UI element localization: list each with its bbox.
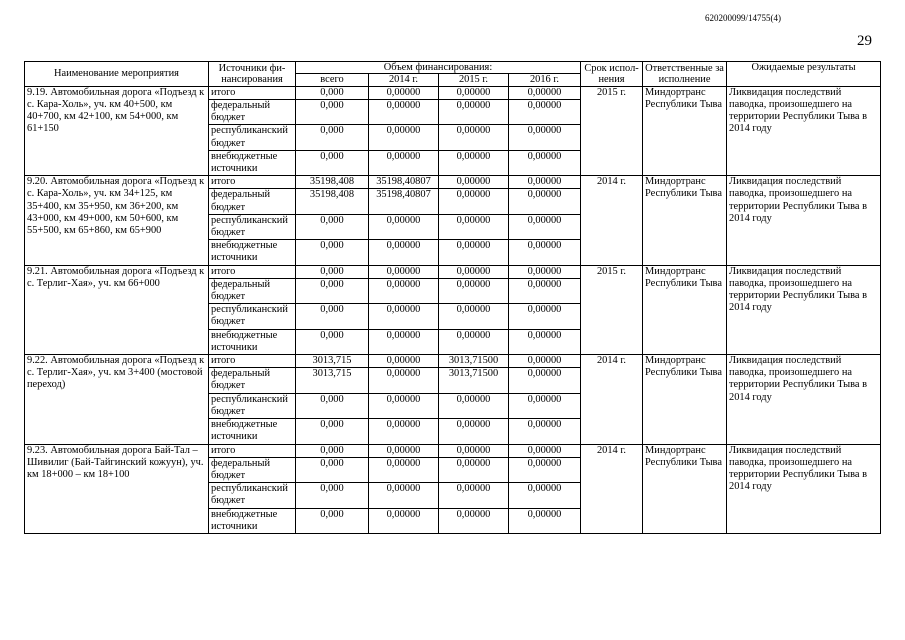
amount-2014: 0,00000 <box>369 419 439 444</box>
amount-2015: 0,00000 <box>439 100 509 125</box>
amount-total: 0,000 <box>296 304 369 329</box>
amount-2014: 0,00000 <box>369 508 439 533</box>
amount-2016: 0,00000 <box>509 189 581 214</box>
amount-2015: 0,00000 <box>439 125 509 150</box>
responsible-party: Миндортранс Республики Тыва <box>643 444 727 533</box>
funding-source: итого <box>209 355 296 368</box>
measure-name: 9.20. Автомобильная дорога «Подъезд к с. Кара-Холь», уч. км 34+125, км 35+400, км 35+950, км 36+200, км 43+000, км 49+000, км 50+600, км 55+500, км 65+860, км 65+900 <box>25 176 209 265</box>
amount-2015: 0,00000 <box>439 508 509 533</box>
amount-2015: 0,00000 <box>439 393 509 418</box>
amount-total: 0,000 <box>296 100 369 125</box>
amount-2016: 0,00000 <box>509 483 581 508</box>
funding-source: итого <box>209 265 296 278</box>
responsible-party: Миндортранс Республики Тыва <box>643 265 727 354</box>
amount-2016: 0,00000 <box>509 329 581 354</box>
amount-2016: 0,00000 <box>509 278 581 303</box>
funding-source: федеральный бюджет <box>209 368 296 393</box>
responsible-party: Миндортранс Республики Тыва <box>643 355 727 444</box>
funding-source: республиканский бюджет <box>209 393 296 418</box>
measure-name: 9.21. Автомобильная дорога «Подъезд к с. Терлиг-Хая», уч. км 66+000 <box>25 265 209 354</box>
amount-2014: 0,00000 <box>369 86 439 99</box>
amount-2014: 0,00000 <box>369 393 439 418</box>
execution-term: 2014 г. <box>581 444 643 533</box>
amount-2014: 0,00000 <box>369 483 439 508</box>
amount-2015: 0,00000 <box>439 176 509 189</box>
amount-2014: 0,00000 <box>369 304 439 329</box>
amount-2016: 0,00000 <box>509 304 581 329</box>
amount-2015: 0,00000 <box>439 86 509 99</box>
amount-2016: 0,00000 <box>509 419 581 444</box>
funding-source: федеральный бюджет <box>209 278 296 303</box>
financing-table <box>24 61 881 534</box>
amount-2016: 0,00000 <box>509 176 581 189</box>
expected-result: Ликвидация последствий паводка, произошедшего на территории Республики Тыва в 2014 году <box>727 86 881 175</box>
amount-2014: 0,00000 <box>369 240 439 265</box>
amount-2016: 0,00000 <box>509 240 581 265</box>
amount-2016: 0,00000 <box>509 265 581 278</box>
header-volume: Объем финансирования: <box>296 62 581 74</box>
amount-2016: 0,00000 <box>509 368 581 393</box>
header-name: Наименование мероприятия <box>25 62 209 87</box>
amount-2014: 0,00000 <box>369 368 439 393</box>
amount-2014: 0,00000 <box>369 265 439 278</box>
execution-term: 2014 г. <box>581 176 643 265</box>
amount-2016: 0,00000 <box>509 100 581 125</box>
table-body <box>25 86 881 533</box>
table-row <box>25 86 881 99</box>
table-row <box>25 355 881 368</box>
funding-source: итого <box>209 86 296 99</box>
amount-total: 0,000 <box>296 86 369 99</box>
document-id: 620200099/14755(4) <box>705 13 781 23</box>
amount-2014: 0,00000 <box>369 100 439 125</box>
amount-2014: 35198,40807 <box>369 189 439 214</box>
measure-name: 9.19. Автомобильная дорога «Подъезд к с. Кара-Холь», уч. км 40+500, км 40+700, км 42+100, км 54+000, км 61+150 <box>25 86 209 175</box>
funding-source: федеральный бюджет <box>209 189 296 214</box>
amount-2016: 0,00000 <box>509 86 581 99</box>
amount-total: 0,000 <box>296 329 369 354</box>
header-term: Срок испол-нения <box>581 62 643 87</box>
funding-source: республиканский бюджет <box>209 304 296 329</box>
amount-2014: 0,00000 <box>369 355 439 368</box>
amount-2016: 0,00000 <box>509 508 581 533</box>
amount-2015: 0,00000 <box>439 304 509 329</box>
header-total: всего <box>296 74 369 86</box>
amount-2014: 0,00000 <box>369 214 439 239</box>
amount-2015: 0,00000 <box>439 150 509 175</box>
page-number: 29 <box>857 33 872 49</box>
amount-2015: 0,00000 <box>439 265 509 278</box>
execution-term: 2015 г. <box>581 86 643 175</box>
amount-2014: 0,00000 <box>369 329 439 354</box>
amount-2015: 0,00000 <box>439 483 509 508</box>
amount-2016: 0,00000 <box>509 355 581 368</box>
amount-total: 0,000 <box>296 125 369 150</box>
header-2014: 2014 г. <box>369 74 439 86</box>
amount-2015: 0,00000 <box>439 189 509 214</box>
amount-total: 0,000 <box>296 265 369 278</box>
amount-2016: 0,00000 <box>509 393 581 418</box>
amount-2016: 0,00000 <box>509 444 581 457</box>
amount-2015: 0,00000 <box>439 329 509 354</box>
amount-total: 0,000 <box>296 444 369 457</box>
amount-2014: 0,00000 <box>369 150 439 175</box>
expected-result: Ликвидация последствий паводка, произошедшего на территории Республики Тыва в 2014 году <box>727 355 881 444</box>
amount-2015: 0,00000 <box>439 444 509 457</box>
amount-2014: 0,00000 <box>369 457 439 482</box>
header-sources: Источники фи-нансирования <box>209 62 296 87</box>
amount-total: 35198,408 <box>296 176 369 189</box>
funding-source: республиканский бюджет <box>209 125 296 150</box>
funding-source: внебюджетные источники <box>209 329 296 354</box>
table-row <box>25 265 881 278</box>
amount-2015: 0,00000 <box>439 278 509 303</box>
expected-result: Ликвидация последствий паводка, произошедшего на территории Республики Тыва в 2014 году <box>727 176 881 265</box>
funding-source: внебюджетные источники <box>209 419 296 444</box>
header-results: Ожидаемые результаты <box>727 62 881 87</box>
table-row <box>25 444 881 457</box>
amount-2015: 0,00000 <box>439 419 509 444</box>
header-responsible: Ответственные за исполнение <box>643 62 727 87</box>
responsible-party: Миндортранс Республики Тыва <box>643 176 727 265</box>
amount-total: 0,000 <box>296 150 369 175</box>
table-row <box>25 176 881 189</box>
expected-result: Ликвидация последствий паводка, произошедшего на территории Республики Тыва в 2014 году <box>727 444 881 533</box>
amount-total: 0,000 <box>296 214 369 239</box>
amount-total: 0,000 <box>296 508 369 533</box>
funding-source: итого <box>209 176 296 189</box>
amount-total: 0,000 <box>296 240 369 265</box>
execution-term: 2015 г. <box>581 265 643 354</box>
funding-source: республиканский бюджет <box>209 214 296 239</box>
funding-source: федеральный бюджет <box>209 100 296 125</box>
amount-total: 3013,715 <box>296 368 369 393</box>
amount-2016: 0,00000 <box>509 150 581 175</box>
amount-2015: 0,00000 <box>439 240 509 265</box>
amount-2014: 0,00000 <box>369 444 439 457</box>
amount-total: 3013,715 <box>296 355 369 368</box>
amount-total: 0,000 <box>296 393 369 418</box>
amount-total: 0,000 <box>296 483 369 508</box>
measure-name: 9.22. Автомобильная дорога «Подъезд к с. Терлиг-Хая», уч. км 3+400 (мостовой переход) <box>25 355 209 444</box>
amount-2015: 3013,71500 <box>439 368 509 393</box>
funding-source: внебюджетные источники <box>209 150 296 175</box>
amount-2015: 3013,71500 <box>439 355 509 368</box>
amount-total: 0,000 <box>296 278 369 303</box>
execution-term: 2014 г. <box>581 355 643 444</box>
amount-total: 0,000 <box>296 419 369 444</box>
amount-2016: 0,00000 <box>509 457 581 482</box>
funding-source: республиканский бюджет <box>209 483 296 508</box>
amount-2014: 0,00000 <box>369 278 439 303</box>
measure-name: 9.23. Автомобильная дорога Бай-Тал – Шивилиг (Бай-Тайгинский кожуун), уч. км 18+000 – км 18+100 <box>25 444 209 533</box>
amount-2015: 0,00000 <box>439 457 509 482</box>
responsible-party: Миндортранс Республики Тыва <box>643 86 727 175</box>
funding-source: федеральный бюджет <box>209 457 296 482</box>
expected-result: Ликвидация последствий паводка, произошедшего на территории Республики Тыва в 2014 году <box>727 265 881 354</box>
funding-source: итого <box>209 444 296 457</box>
amount-2016: 0,00000 <box>509 214 581 239</box>
amount-2016: 0,00000 <box>509 125 581 150</box>
amount-2014: 35198,40807 <box>369 176 439 189</box>
amount-2014: 0,00000 <box>369 125 439 150</box>
funding-source: внебюджетные источники <box>209 240 296 265</box>
funding-source: внебюджетные источники <box>209 508 296 533</box>
amount-total: 35198,408 <box>296 189 369 214</box>
amount-total: 0,000 <box>296 457 369 482</box>
header-2015: 2015 г. <box>439 74 509 86</box>
amount-2015: 0,00000 <box>439 214 509 239</box>
header-2016: 2016 г. <box>509 74 581 86</box>
